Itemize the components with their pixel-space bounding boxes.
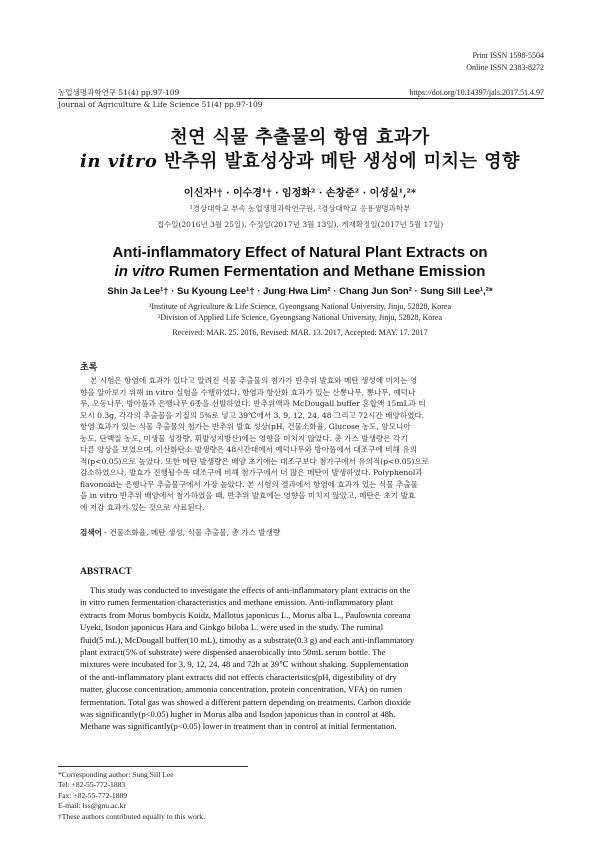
abstract-en-line: Methane was significantly(p<0.05) lower in treatment than in control at initial fermentation. — [80, 721, 397, 732]
title-en-line2 — [40, 262, 560, 281]
abstract-ko-line: 적(p<0.05)으로 높았다. 또한 메탄 발생량은 배양 초기에는 대조구보다 첨가구에서 유의적(p<0.05)으로 — [80, 456, 429, 466]
abstract-en-line: matter, glucose concentration, ammonia concentration, protein concentration, VFA) on rumen — [80, 684, 403, 695]
affiliation-en-1: ¹Institute of Agriculture & Life Science, Gyeongsang National University, Jinju, 52828, Korea — [148, 302, 452, 311]
keywords-text: - 건물소화율, 메탄 생성, 식물 추출물, 총 가스 발생량 — [102, 528, 281, 537]
abstract-ko-line: 모시 0.3g, 각각의 추출물을 기질의 5%로 넣고 39℃에서 3, 9, 12, 24, 48 그리고 72시간 배양하였다. — [80, 410, 425, 420]
equal-contribution: †These authors contributed equally to this work. — [58, 811, 205, 821]
abstract-en-line: plant extract(5% of substrate) were dispensed anaerobically into 50mL serum bottle. The — [80, 647, 386, 658]
tel: Tel: +82-55-772-1883 — [58, 780, 126, 790]
abstract-en-line: in vitro rumen fermentation characteristics and methane emission. Anti-inflammatory plant — [80, 597, 394, 608]
title-en-line1: Anti-inflammatory Effect of Natural Plant Extracts on — [112, 244, 488, 261]
affiliation-en-2: ²Division of Applied Life Science, Gyeongsang National University, Jinju, 52828, Korea — [157, 313, 443, 322]
footnote — [58, 770, 205, 822]
journal-ko: 농업생명과학연구 51(4) pp.97-109 — [58, 88, 180, 97]
abstract-en-heading: ABSTRACT — [80, 567, 132, 577]
abstract-ko-line: flavonoid는 은행나무 추출물구에서 가장 높았다. 본 시험의 결과에서 항염에 효과가 있는 식물 추출물 — [80, 479, 418, 489]
title-ko-line2 — [40, 150, 560, 174]
title-ko-line1: 천연 식물 추출물의 항염 효과가 — [170, 127, 430, 148]
abstract-en-line: of the anti-inflammatory plant extracts did not effects characteristics(pH, digestibility of dry — [80, 671, 397, 682]
doi-link[interactable]: https://doi.org/10.14397/jals.2017.51.4.97 — [409, 88, 544, 97]
abstract-ko-line: 항염 효과가 있는 식물 추출물의 첨가는 반추위 발효 성상(pH, 건물소화율, Glucose 농도, 암모니아 — [80, 422, 411, 431]
abstract-ko-line: 감소하였으나, 발효가 진행될수록 대조구에 비해 첨가구에서 더 많은 메탄이 발생하였다. Polyphenol과 — [80, 468, 423, 477]
print-issn: Print ISSN 1598-5504 — [472, 51, 544, 60]
abstract-ko-line: 무, 오동나무, 방아풀과 은행나무 6종을 선발하였다. 반추위액과 McDougall buffer 혼합액 15mL과 티 — [80, 399, 426, 408]
corresponding-author: *Corresponding author: Sung Sill Lee — [58, 770, 174, 779]
keywords-label: 검색어 — [80, 528, 103, 537]
abstract-ko-line: 본 시험은 항염에 효과가 있다고 알려진 식물 추출물의 첨가가 반추위 발효와 메탄 생성에 미치는 영 — [90, 376, 418, 385]
abstract-en-line: fermentation. Total gas was showed a different pattern depending on treatments. Carbon dioxide — [80, 696, 411, 707]
authors-en: Shin Ja Lee¹† · Su Kyoung Lee¹† · Jung Hwa Lim² · Chang Jun Son² · Sung Sill Lee¹,²* — [107, 286, 493, 297]
affiliation-ko: ¹경상대학교 부속 농업생명과학연구원, ²경상대학교 응용생명과학부 — [189, 204, 411, 213]
authors-ko: 이신자¹† · 이수경¹† · 임정화² · 손창준² · 이성실¹,²* — [183, 188, 417, 199]
abstract-ko-line: 을 in vitro 반추위 배양에서 첨가하였을 때, 반추위 발효에는 영향을 미치지 않았고, 메탄은 초기 발효 — [80, 491, 416, 500]
title-en-italic: in vitro — [114, 263, 165, 280]
header-rule — [58, 98, 544, 99]
abstract-en-line: was significantly(p<0.05) higher in Morus alba and Isodon japonicus than in control at 48h. — [80, 709, 396, 720]
abstract-en-line: fluid(5 mL), McDougall buffer(10 mL), timothy as a substrate(0.3 g) and each anti-inflammatory — [80, 634, 415, 645]
email-link[interactable]: E-mail: lss@gnu.ac.kr — [58, 801, 126, 811]
title-ko-rest: 반추위 발효성상과 메탄 생성에 미치는 영향 — [157, 151, 520, 172]
abstract-ko-body — [80, 375, 526, 513]
journal-en: Journal of Agriculture & Life Science 51(4) pp.97-109 — [58, 100, 263, 109]
online-issn: Online ISSN 2383-8272 — [466, 63, 544, 72]
abstract-ko-line: 농도, 단백질 농도, 미생물 성장량, 휘발성지방산)에는 영향을 미치지 않았다. 총 가스 발생량은 각기 — [80, 433, 408, 443]
dates-ko: 접수일(2016년 3월 25일), 수정일(2017년 3월 13일), 게재확정일(2017년 5월 17일) — [156, 220, 444, 229]
abstract-ko-line: 에 저감 효과가 있는 것으로 사료된다. — [80, 502, 205, 512]
fax: Fax: +82-55-772-1889 — [58, 790, 128, 800]
title-en-rest: Rumen Fermentation and Methane Emission — [164, 263, 486, 280]
abstract-ko-line: 향을 알아보기 위해 in vitro 실험을 수행하였다. 항염과 항산화 효과가 있는 산뽕나무, 뽕나무, 예덕나 — [80, 387, 416, 397]
abstract-en-line: This study was conducted to investigate the effects of anti-inflammatory plant extracts on the — [90, 585, 411, 595]
abstract-ko-line: 다른 양상을 보였으며, 이산화탄소 발생량은 48시간대에서 예덕나무와 방아풀에서 대조구에 비해 유의 — [80, 445, 417, 454]
keywords-ko — [80, 527, 526, 538]
title-ko-italic: in vitro — [80, 151, 158, 172]
abstract-en-line: Uyeki, Isodon japonicus Hara and Ginkgo biloba L. were used in the study. The ruminal — [80, 622, 384, 633]
abstract-en-line: extracts from Morus bombycis Koidz, Mallotus japonicus L., Morus alba L., Paulownia coreana — [80, 609, 411, 620]
abstract-ko-heading: 초록 — [80, 363, 98, 373]
dates-en: Received: MAR. 25. 2016, Revised: MAR. 13. 2017, Accepted: MAY. 17. 2017 — [172, 328, 428, 337]
footnote-rule — [58, 766, 248, 767]
abstract-en-body — [80, 584, 526, 733]
abstract-en-line: mixtures were incubated for 3, 9, 12, 24, 48 and 72h at 39℃ without shaking. Supplementation — [80, 659, 409, 670]
